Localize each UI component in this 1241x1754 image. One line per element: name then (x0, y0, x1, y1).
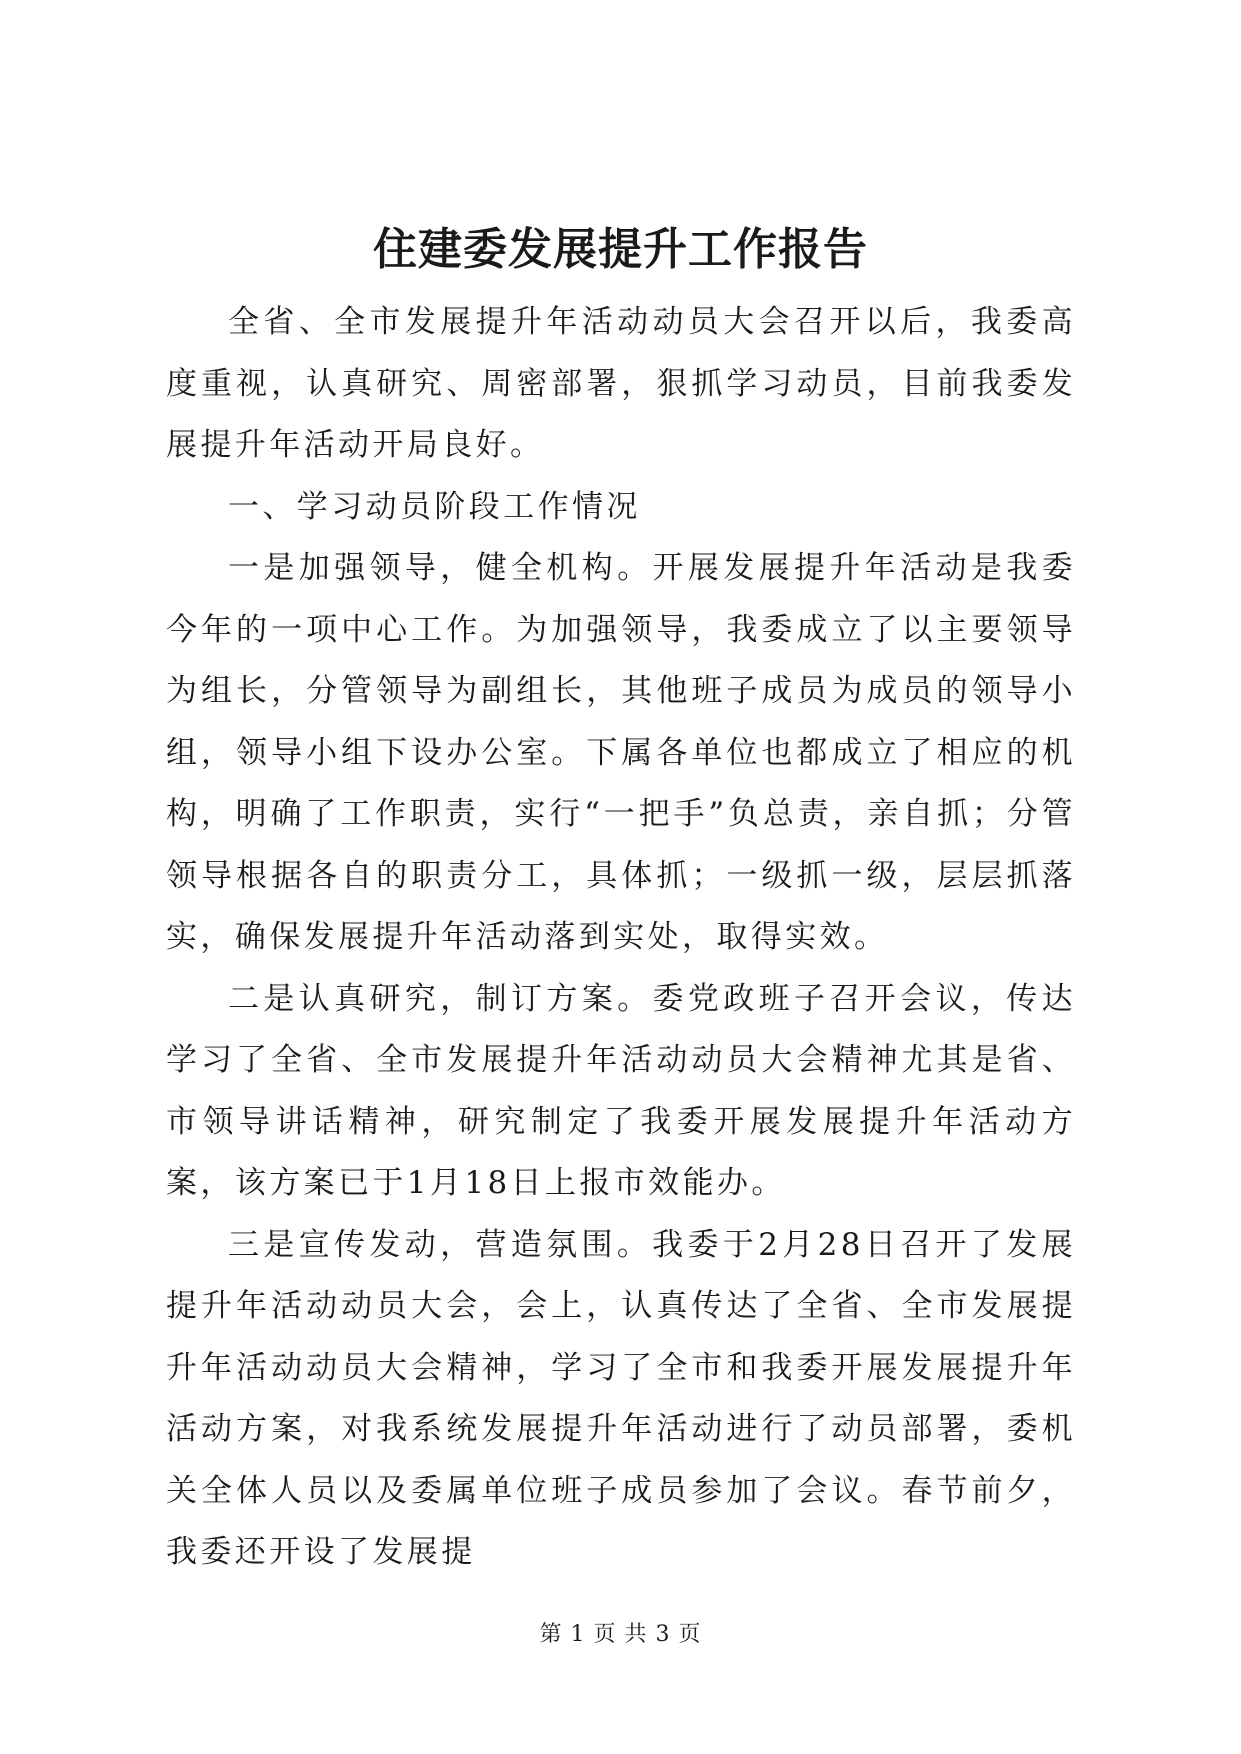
paragraph-publicity: 三是宣传发动，营造氛围。我委于2月28日召开了发展提升年活动动员大会，会上，认真传达了全省、全市发展提升年活动动员大会精神，学习了全市和我委开展发展提升年活动方案，对我系统发展提升年活动进行了动员部署，委机关全体人员以及委属单位班子成员参加了会议。春节前夕，我委还开设了发展提 (166, 1226, 1076, 1570)
paragraph-research: 二是认真研究，制订方案。委党政班子召开会议，传达学习了全省、全市发展提升年活动动员大会精神尤其是省、市领导讲话精神，研究制定了我委开展发展提升年活动方案，该方案已于1月18日上报市效能办。 (166, 980, 1076, 1201)
section-heading: 一、学习动员阶段工作情况 (228, 488, 641, 525)
paragraph-leadership: 一是加强领导，健全机构。开展发展提升年活动是我委今年的一项中心工作。为加强领导，我委成立了以主要领导为组长，分管领导为副组长，其他班子成员为成员的领导小组，领导小组下设办公室。下属各单位也都成立了相应的机构，明确了工作职责，实行“一把手”负总责，亲自抓；分管领导根据各自的职责分工，具体抓；一级抓一级，层层抓落实，确保发展提升年活动落到实处，取得实效。 (166, 550, 1076, 955)
paragraph-intro: 全省、全市发展提升年活动动员大会召开以后，我委高度重视，认真研究、周密部署，狠抓学习动员，目前我委发展提升年活动开局良好。 (166, 304, 1076, 463)
page-number: 第 1 页 共 3 页 (539, 1622, 702, 1647)
document-title: 住建委发展提升工作报告 (373, 224, 868, 275)
document-body (166, 292, 1076, 1584)
